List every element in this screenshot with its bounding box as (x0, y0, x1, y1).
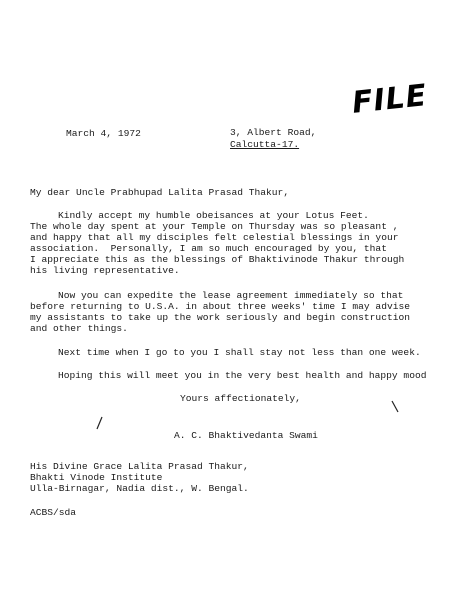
closing: Yours affectionately, (180, 393, 301, 404)
recipient-line-3: Ulla-Birnagar, Nadia dist., W. Bengal. (30, 483, 249, 494)
recipient-line-1: His Divine Grace Lalita Prasad Thakur, (30, 461, 249, 472)
paragraph-1-line-4: association. Personally, I am so much encouraged by you, that (30, 243, 387, 254)
salutation: My dear Uncle Prabhupad Lalita Prasad Thakur, (30, 187, 290, 198)
address-line-1: 3, Albert Road, (230, 127, 317, 138)
paragraph-1-line-5: I appreciate this as the blessings of Bhaktivinode Thakur through (30, 254, 405, 265)
paragraph-4: Hoping this will meet you in the very best health and happy mood (58, 370, 427, 381)
paragraph-1-line-2: The whole day spent at your Temple on Thursday was so pleasant , (30, 221, 399, 232)
letter-date: March 4, 1972 (66, 128, 141, 139)
paragraph-3: Next time when I go to you I shall stay not less than one week. (58, 347, 421, 358)
reference-initials: ACBS/sda (30, 507, 77, 518)
address-line-2: Calcutta-17. (230, 139, 300, 150)
paragraph-1-line-6: his living representative. (30, 265, 180, 276)
paragraph-1-line-1: Kindly accept my humble obeisances at your Lotus Feet. (58, 210, 369, 221)
signature-name: A. C. Bhaktivedanta Swami (174, 430, 318, 441)
pen-mark-left (94, 416, 104, 430)
recipient-line-2: Bhakti Vinode Institute (30, 472, 163, 483)
paragraph-2-line-3: my assistants to take up the work seriously and begin construction (30, 312, 410, 323)
file-stamp: FILE (350, 78, 429, 121)
paragraph-2-line-4: and other things. (30, 323, 128, 334)
paragraph-1-line-3: and happy that all my disciples felt celestial blessings in your (30, 232, 399, 243)
paragraph-2-line-1: Now you can expedite the lease agreement immediately so that (58, 290, 404, 301)
pen-mark-right (390, 400, 400, 414)
paragraph-2-line-2: before returning to U.S.A. in about three weeks' time I may advise (30, 301, 410, 312)
